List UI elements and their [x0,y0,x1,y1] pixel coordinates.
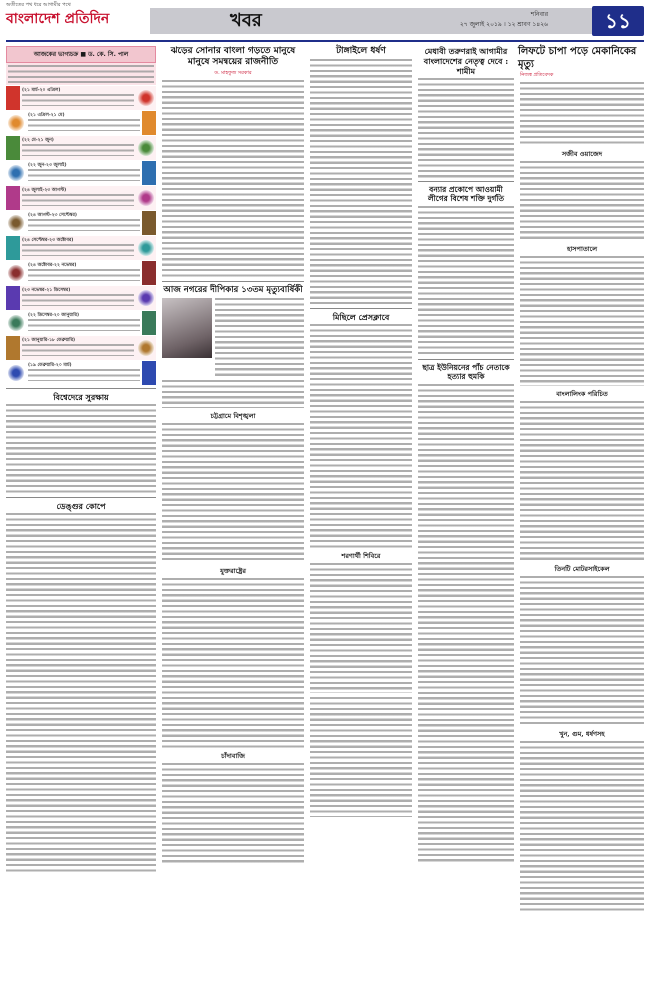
divider [310,308,412,309]
zodiac-tag [6,336,20,360]
article-title[interactable]: ডেঙ্গুর কোপে [56,501,106,511]
article-body [310,59,412,305]
horoscope-text [28,119,140,131]
portrait-photo[interactable] [162,298,212,358]
zodiac-icon [8,265,24,281]
date-full: ২৭ জুলাই ২০১৯ । ১২ শ্রাবণ ১৪২৬ [459,21,548,28]
zodiac-tag [6,286,20,310]
horoscope-range: (২১ মার্চ-২০ এপ্রিল) [22,88,61,93]
page-number: ১১ [592,6,644,36]
article-body [162,578,304,748]
zodiac-icon [138,140,154,156]
horoscope-range: (২৪ অক্টোবর-২২ নভেম্বর) [28,263,77,268]
zodiac-tag [142,261,156,285]
article-body [162,763,304,863]
zodiac-tag [142,211,156,235]
horoscope-range: (২৪ আগস্ট-২৩ সেপ্টেম্বর) [28,213,77,218]
column-2 [162,46,304,863]
article-title[interactable]: ছাত্র ইউনিয়নের পাঁচ নেতাকে হত্যার হুমকি [422,362,510,382]
zodiac-icon [8,165,24,181]
article-subhead: চট্টগ্রামে বিশৃঙ্খলা [210,412,256,421]
horoscope-title: আজকের ভাগ্যচক্র ■ ড. কে. সি. পাল [6,46,156,63]
article-body [6,513,156,875]
newspaper-logo[interactable] [6,2,126,36]
divider [6,388,156,389]
horoscope-item [6,361,156,385]
article-byline: ড. মাহফুজ সরকার [214,69,252,76]
horoscope-text [28,269,140,281]
horoscope-body [20,336,136,360]
article-title[interactable]: লিফটে চাপা পড়ে মেকানিকের মৃত্যু [518,46,637,70]
article-body [520,256,644,386]
horoscope-item [6,286,156,310]
article-body [520,576,644,726]
column-4a [418,46,514,864]
article-title[interactable]: টাঙ্গাইলে ধর্ষণ [336,46,386,56]
zodiac-icon [8,215,24,231]
horoscope-body [20,186,136,210]
zodiac-icon [138,90,154,106]
zodiac-icon [8,365,24,381]
divider [418,181,514,182]
article-subhead: যুক্তরাষ্ট্রের [220,567,246,576]
article-title[interactable]: মিছিলে প্রেসক্লাবে [332,312,390,323]
horoscope-item [6,236,156,260]
horoscope-item [6,111,156,135]
zodiac-tag [6,186,20,210]
divider [162,281,304,282]
article-body [310,563,412,693]
horoscope-list [6,86,156,385]
zodiac-tag [6,86,20,110]
article-body [520,741,644,911]
zodiac-tag [142,161,156,185]
article-body [162,80,304,278]
column-3 [310,46,412,817]
column-1 [6,46,156,875]
zodiac-tag [6,236,20,260]
article-subhead: চাঁদাবাজি [221,752,245,761]
horoscope-item [6,161,156,185]
horoscope-item [6,86,156,110]
horoscope-body [26,311,142,335]
horoscope-body [20,136,136,160]
horoscope-range: (২৪ জুলাই-২৩ আগস্ট) [22,188,67,193]
photo-block [162,298,212,378]
zodiac-icon [8,315,24,331]
horoscope-range: (২১ এপ্রিল-২১ মে) [28,113,65,118]
masthead [0,0,650,44]
article-body [418,78,514,178]
header-rule [6,40,644,42]
article-byline: নিজস্ব প্রতিবেদক [520,72,554,78]
article-title[interactable]: ঝড়ের সোনার বাংলা গড়তে মানুষে মানুষে সমন্বয়ের রাজনীতি [170,46,296,68]
article-body [520,82,644,146]
horoscope-range: (২২ জুন-২৩ জুলাই) [28,163,67,168]
horoscope-body [26,161,142,185]
divider [418,359,514,360]
article-title[interactable]: বিশ্বেদেরে সুরক্ষায় [53,392,109,402]
horoscope-range: (২৪ সেপ্টেম্বর-২৩ অক্টোবর) [22,238,74,243]
horoscope-text [22,244,134,256]
horoscope-item [6,261,156,285]
horoscope-intro-text [8,65,154,83]
horoscope-text [28,169,140,181]
article-body [215,298,304,378]
horoscope-body [26,211,142,235]
article-with-photo [162,298,304,378]
horoscope-text [22,344,134,356]
article-subhead: খুন, গুম, ধর্ষণসহ [559,730,605,738]
horoscope-body [26,111,142,135]
horoscope-body [20,236,136,260]
horoscope-item [6,136,156,160]
zodiac-icon [8,115,24,131]
horoscope-text [22,294,134,306]
horoscope-item [6,186,156,210]
article-subhead: সজীব ওয়াজেদ [561,150,603,158]
horoscope-range: (২১ জানুয়ারি-১৮ ফেব্রুয়ারি) [22,338,76,343]
lift-article [520,46,644,911]
article-body [310,697,412,817]
article-subhead: হাসপাতালে [566,245,598,253]
horoscope-text [28,319,140,331]
horoscope-item [6,211,156,235]
section-bar [150,8,610,34]
article-body [6,404,156,494]
section-title: খবর [230,10,262,31]
horoscope-range: (২২ মে-২১ জুন) [22,138,54,143]
article-body [310,324,412,548]
article-body [162,423,304,563]
horoscope-range: (২৩ নভেম্বর-২১ ডিসেম্বর) [22,288,71,293]
horoscope-item [6,311,156,335]
zodiac-tag [142,311,156,335]
date-day: শনিবার [530,11,548,18]
zodiac-tag [142,111,156,135]
zodiac-icon [138,190,154,206]
zodiac-icon [138,240,154,256]
date-box [460,10,548,30]
horoscope-body [26,361,142,385]
horoscope-text [22,94,134,106]
horoscope-text [28,219,140,231]
horoscope-body [20,86,136,110]
divider [6,497,156,498]
horoscope-body [26,261,142,285]
horoscope-range: (২২ ডিসেম্বর-২০ জানুয়ারি) [28,313,80,318]
zodiac-tag [6,136,20,160]
zodiac-icon [138,340,154,356]
article-body [520,161,644,241]
article-title[interactable]: বন্যার প্রকোপে আওয়ামী লীগের বিশেষ শক্তি দুর্গতি [427,185,505,204]
article-body [162,380,304,408]
horoscope-range: (১৯ ফেব্রুয়ারি-২০ মার্চ) [28,363,72,368]
article-subhead: বাংলালিংক পরিচিত [556,390,608,398]
horoscope-text [28,369,140,381]
horoscope-body [20,286,136,310]
article-body [418,384,514,864]
zodiac-icon [138,290,154,306]
horoscope-intro [6,63,156,85]
article-subhead: তিনটি মোটরসাইকেল [554,565,610,573]
horoscope-text [22,194,134,206]
article-subhead: শরণার্থী শিবিরে [341,552,381,561]
logo-tagline: অতীতের পথ ধরে আগামীর পথে [6,2,71,8]
article-body [418,206,514,356]
horoscope-item [6,336,156,360]
article-title[interactable]: মেধাবী তরুণরাই আগামীর বাংলাদেশের নেতৃত্ব দেবে : শামীম [423,46,509,76]
zodiac-tag [142,361,156,385]
horoscope-text [22,144,134,156]
logo-text: বাংলাদেশ প্রতিদিন [6,11,110,27]
article-title[interactable]: আজ নগরের দীপিকার ১৩তম মৃত্যুবার্ষিকী [163,284,303,295]
article-body [520,401,644,561]
